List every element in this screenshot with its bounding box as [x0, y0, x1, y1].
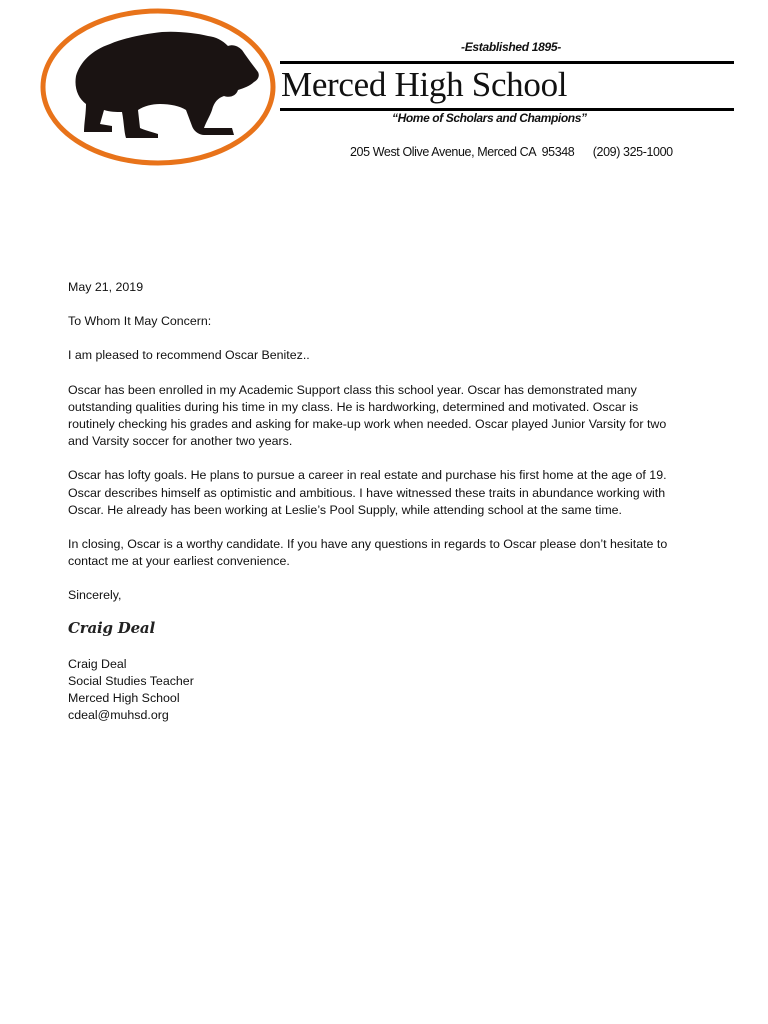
paragraph-line: routinely checking his grades and asking for make-up work when needed. Oscar played Junior Varsity for two	[68, 417, 667, 432]
established-year: -Established 1895-	[461, 40, 561, 54]
sender-name: Craig Deal	[68, 656, 127, 671]
school-motto: “Home of Scholars and Champions”	[392, 111, 587, 125]
paragraph-line: In closing, Oscar is a worthy candidate. If you have any questions in regards to Oscar please don’t hesitate to	[68, 537, 668, 552]
letter-salutation: To Whom It May Concern:	[68, 314, 212, 329]
letter-paragraph	[68, 467, 688, 519]
school-logo	[40, 6, 280, 168]
sender-email: cdeal@muhsd.org	[68, 708, 169, 723]
handwritten-signature: Craig Deal	[68, 618, 155, 637]
paragraph-line: Oscar describes himself as optimistic and ambitious. I have witnessed these traits in abundance working with	[68, 485, 666, 500]
sender-block	[68, 656, 688, 725]
paragraph-line: and Varsity soccer for another two years.	[68, 434, 293, 449]
school-name: Merced High School	[281, 65, 568, 104]
paragraph-line: outstanding qualities during his time in my class. He is hardworking, determined and motivated. Oscar is	[68, 399, 639, 414]
school-address: 205 West Olive Avenue, Merced CA 95348 (209) 325-1000	[350, 145, 673, 159]
letter-body	[68, 279, 688, 724]
letter-paragraph	[68, 382, 688, 451]
paragraph-line: Oscar has been enrolled in my Academic Support class this school year. Oscar has demonstrated many	[68, 382, 637, 397]
sender-title: Social Studies Teacher	[68, 673, 194, 688]
letter-paragraph	[68, 536, 688, 570]
letter-closing: Sincerely,	[68, 588, 122, 603]
paragraph-line: Oscar. He already has been working at Leslie’s Pool Supply, while attending school at the same time.	[68, 502, 622, 517]
paragraph-line: contact me at your earliest convenience.	[68, 554, 290, 569]
paragraph-line: Oscar has lofty goals. He plans to pursue a career in real estate and purchase his first home at the age of 19.	[68, 468, 667, 483]
paragraph-line: I am pleased to recommend Oscar Benitez..	[68, 348, 310, 363]
letter-date: May 21, 2019	[68, 280, 144, 294]
sender-school: Merced High School	[68, 691, 180, 706]
letter-paragraph	[68, 347, 688, 364]
